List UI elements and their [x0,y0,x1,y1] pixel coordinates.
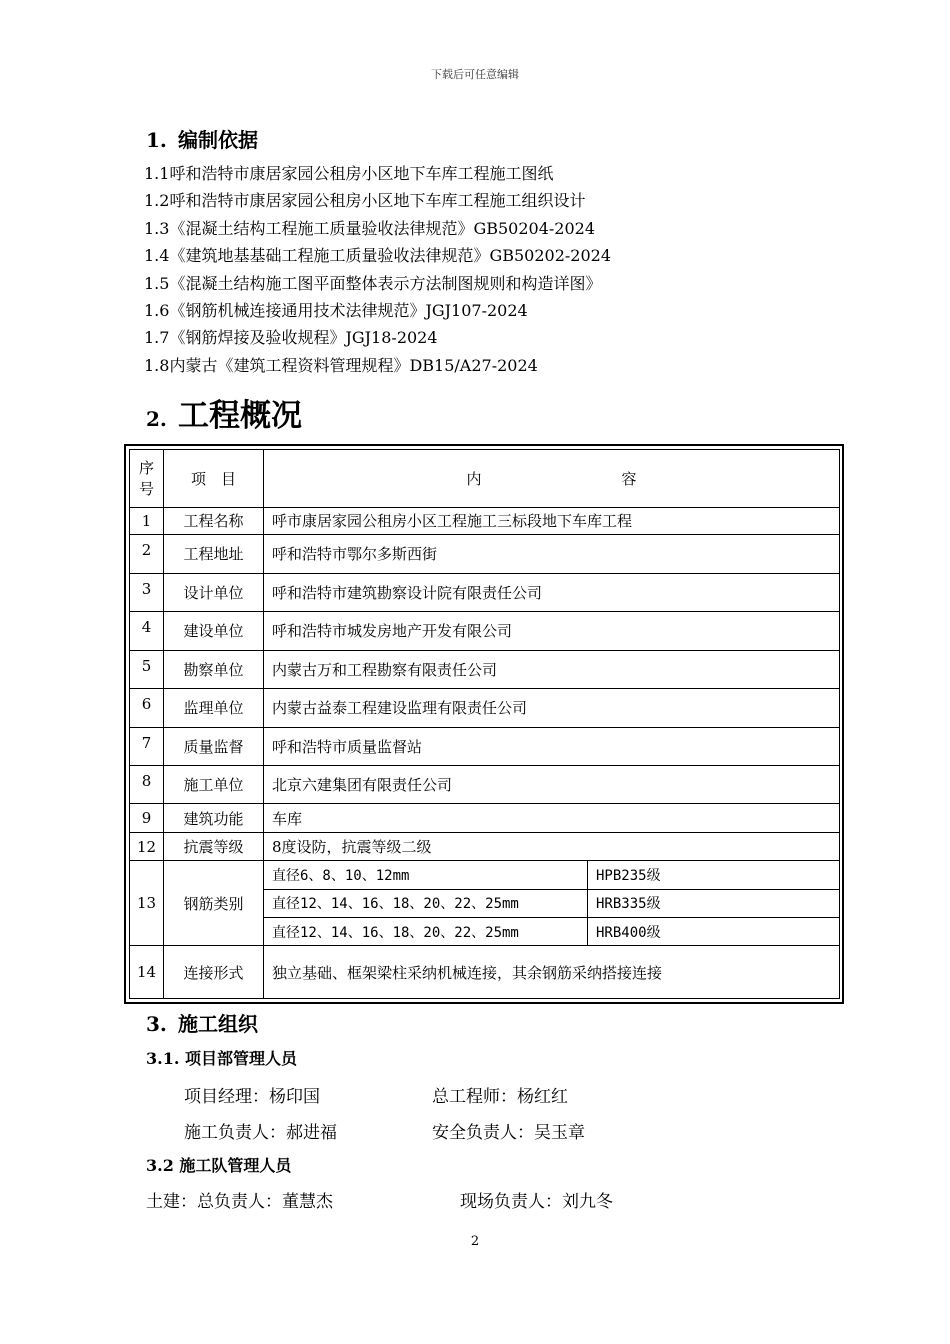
table-row: 9 建筑功能 车库 [130,804,840,832]
project-manager: 项目经理：杨印国 [184,1087,320,1107]
rebar-item: 钢筋类别 [164,861,264,946]
table-row: 5 勘察单位 内蒙古万和工程勘察有限责任公司 [130,650,840,688]
reference-item: 1.2呼和浩特市康居家园公租房小区地下车库工程施工组织设计 [144,191,586,211]
section-1-heading [146,124,258,153]
table-row: 3 设计单位 呼和浩特市建筑勘察设计院有限责任公司 [130,573,840,611]
header-no: 序 号 [130,450,164,508]
section-3-number: 3. [146,1012,167,1036]
section-3-title: 施工组织 [178,1012,258,1036]
rebar-diameter: 直径12、14、16、18、20、22、25mm [264,917,588,945]
table-row: 4 建设单位 呼和浩特市城发房地产开发有限公司 [130,612,840,650]
reference-item: 1.5《混凝土结构施工图平面整体表示方法制图规则和构造详图》 [144,273,602,293]
section-3-heading [146,1008,258,1037]
reference-item: 1.1呼和浩特市康居家园公租房小区地下车库工程施工图纸 [144,164,554,183]
rebar-no: 13 [130,861,164,946]
table-row: 8 施工单位 北京六建集团有限责任公司 [130,765,840,803]
civil-lead: 土建：总负责人：董慧杰 [146,1192,333,1212]
table-header-row [130,450,840,508]
header-note: 下载后可任意编辑 [431,68,519,81]
header-content: 内 容 [264,450,840,508]
rebar-row [130,861,840,889]
rebar-diameter: 直径6、8、10、12mm [264,861,588,889]
reference-item: 1.4《建筑地基基础工程施工质量验收法律规范》GB50202-2024 [144,246,612,266]
safety-lead: 安全负责人：吴玉章 [432,1123,585,1143]
section-1-title: 编制依据 [178,128,258,152]
header-item: 项 目 [164,450,264,508]
rebar-grade: HRB400级 [588,917,840,945]
table-row: 7 质量监督 呼和浩特市质量监督站 [130,727,840,765]
table-row: 12 抗震等级 8度设防，抗震等级二级 [130,832,840,860]
section-3-2-heading: 3.2 施工队管理人员 [146,1156,292,1175]
site-lead: 现场负责人：刘九冬 [460,1192,613,1212]
reference-item: 1.6《钢筋机械连接通用技术法律规范》JGJ107-2024 [144,301,528,321]
project-overview-table-frame [124,444,844,1004]
table-row: 2 工程地址 呼和浩特市鄂尔多斯西街 [130,535,840,573]
reference-item: 1.8内蒙古《建筑工程资料管理规程》DB15/A27-2024 [144,355,538,375]
chief-engineer: 总工程师：杨红红 [432,1087,568,1107]
section-2-heading [146,390,302,435]
section-2-title: 工程概况 [178,398,302,434]
section-3-1-heading: 3.1. 项目部管理人员 [146,1049,297,1068]
table-row: 1 工程名称 呼市康居家园公租房小区工程施工三标段地下车库工程 [130,507,840,534]
reference-item: 1.3《混凝土结构工程施工质量验收法律规范》GB50204-2024 [144,218,596,238]
reference-item: 1.7《钢筋焊接及验收规程》JGJ18-2024 [144,328,438,348]
reference-list [144,160,611,379]
table-row: 6 监理单位 内蒙古益泰工程建设监理有限责任公司 [130,689,840,727]
rebar-diameter: 直径12、14、16、18、20、22、25mm [264,889,588,917]
section-1-number: 1. [146,128,167,152]
connection-row: 14 连接形式 独立基础、框架梁柱采纳机械连接，其余钢筋采纳搭接连接 [130,946,840,999]
section-2-number: 2. [146,407,167,431]
construction-lead: 施工负责人：郝进福 [184,1123,337,1143]
rebar-grade: HPB235级 [588,861,840,889]
page-number: 2 [470,1234,480,1249]
rebar-grade: HRB335级 [588,889,840,917]
project-overview-table [129,449,840,999]
